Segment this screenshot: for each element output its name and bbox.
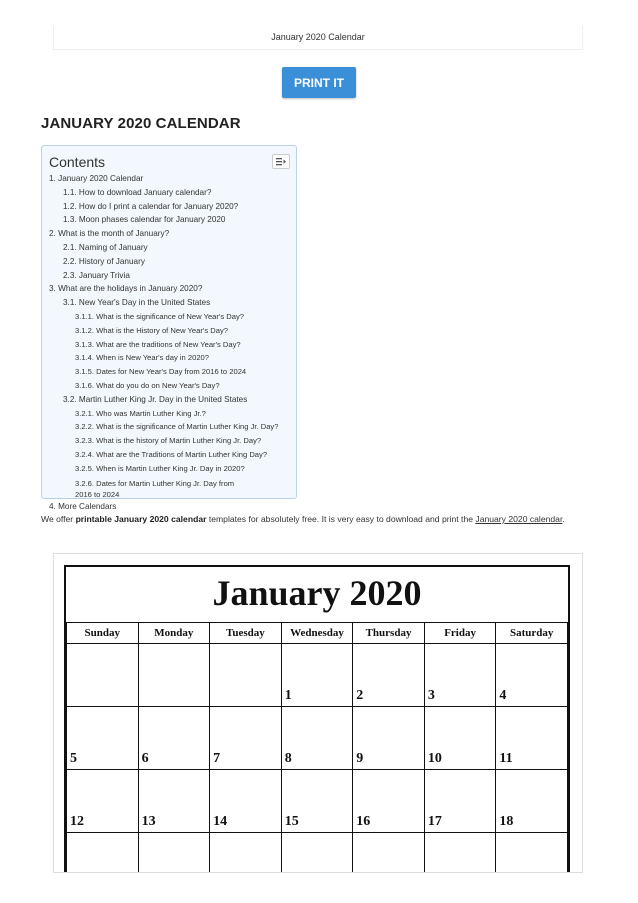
calendar-week-row	[67, 770, 568, 833]
toc-item[interactable]: 2.1. Naming of January	[63, 242, 148, 252]
january-calendar-link[interactable]: January 2020 calendar	[475, 514, 563, 524]
intro-prefix: We offer	[41, 514, 76, 524]
calendar-day-cell: 3	[424, 644, 496, 707]
calendar-day-cell: 9	[353, 707, 425, 770]
toc-item[interactable]: 2.3. January Trivia	[63, 270, 130, 280]
toc-item[interactable]: 3.2.1. Who was Martin Luther King Jr.?	[75, 408, 206, 418]
calendar-day-cell: 4	[496, 644, 568, 707]
toc-list	[42, 172, 296, 513]
toc-item[interactable]: 3.1.2. What is the History of New Year's Day?	[75, 325, 228, 335]
calendar-day-cell	[67, 644, 139, 707]
calendar-week-row	[67, 833, 568, 874]
toc-item[interactable]: 1.1. How to download January calendar?	[63, 187, 212, 197]
toc-item[interactable]: 4. More Calendars	[49, 501, 117, 511]
calendar-day-cell: 18	[496, 770, 568, 833]
intro-suffix: .	[562, 514, 565, 524]
calendar-day-cell: 6	[138, 707, 210, 770]
table-of-contents	[41, 145, 297, 511]
calendar-day-cell: 7	[210, 707, 282, 770]
toc-item[interactable]: 3.2.5. When is Martin Luther King Jr. Day in 2020?	[75, 463, 245, 473]
toc-item[interactable]: 2. What is the month of January?	[49, 229, 170, 239]
weekday-header: Thursday	[353, 623, 425, 644]
intro-paragraph	[41, 513, 581, 526]
toc-item[interactable]: 3.2.3. What is the history of Martin Luther King Jr. Day?	[75, 436, 262, 446]
calendar-day-cell: 12	[67, 770, 139, 833]
calendar-body	[67, 644, 568, 874]
weekday-header: Friday	[424, 623, 496, 644]
weekday-header: Wednesday	[281, 623, 353, 644]
header-title: January 2020 Calendar	[271, 32, 365, 42]
calendar-day-cell	[496, 833, 568, 874]
toc-item[interactable]: 3.2.6. Dates for Martin Luther King Jr. Day from 2016 to 2024	[75, 478, 235, 499]
calendar-day-cell	[424, 833, 496, 874]
toc-item[interactable]: 3.2.2. What is the significance of Martin Luther King Jr. Day?	[75, 422, 279, 432]
toc-toggle-button[interactable]	[272, 154, 290, 169]
toc-item[interactable]: 3.1.6. What do you do on New Year's Day?	[75, 380, 220, 390]
calendar-day-cell: 8	[281, 707, 353, 770]
page-header	[53, 26, 583, 50]
calendar-day-cell: 2	[353, 644, 425, 707]
calendar-day-cell	[138, 644, 210, 707]
calendar-day-cell: 14	[210, 770, 282, 833]
weekday-header: Monday	[138, 623, 210, 644]
calendar-day-cell	[67, 833, 139, 874]
toc-item[interactable]: 3.1.5. Dates for New Year's Day from 2016 to 2024	[75, 367, 247, 377]
toc-item[interactable]: 1.3. Moon phases calendar for January 2020	[63, 215, 226, 225]
toc-item[interactable]: 1. January 2020 Calendar	[49, 174, 144, 183]
calendar-day-cell: 11	[496, 707, 568, 770]
list-toggle-icon	[276, 157, 286, 166]
weekday-header: Saturday	[496, 623, 568, 644]
calendar-day-cell	[281, 833, 353, 874]
toc-item[interactable]: 2.2. History of January	[63, 256, 145, 266]
weekday-header: Tuesday	[210, 623, 282, 644]
calendar-week-row	[67, 707, 568, 770]
toc-item[interactable]: 3.2.4. What are the Traditions of Martin Luther King Day?	[75, 449, 268, 459]
toc-item[interactable]: 3.1. New Year's Day in the United States	[63, 298, 211, 308]
calendar-week-row	[67, 644, 568, 707]
calendar-day-cell: 5	[67, 707, 139, 770]
calendar-day-cell	[353, 833, 425, 874]
calendar-day-cell: 1	[281, 644, 353, 707]
weekday-header: Sunday	[67, 623, 139, 644]
toc-item[interactable]: 3. What are the holidays in January 2020?	[49, 284, 203, 294]
toc-title: Contents	[49, 154, 106, 170]
calendar-month-title: January 2020	[212, 573, 422, 613]
calendar-day-cell	[210, 833, 282, 874]
calendar-day-cell: 13	[138, 770, 210, 833]
intro-bold: printable January 2020 calendar	[75, 514, 207, 524]
print-button[interactable]: PRINT IT	[282, 67, 356, 98]
weekday-header-row	[67, 623, 568, 644]
calendar-image	[53, 553, 583, 873]
calendar-grid	[66, 622, 568, 873]
toc-item[interactable]: 1.2. How do I print a calendar for January 2020?	[63, 201, 239, 211]
toc-item[interactable]: 3.1.4. When is New Year's day in 2020?	[75, 353, 210, 363]
calendar-day-cell: 17	[424, 770, 496, 833]
intro-middle: templates for absolutely free. It is very easy to download and print the	[206, 514, 476, 524]
calendar-day-cell: 15	[281, 770, 353, 833]
page-title: JANUARY 2020 CALENDAR	[41, 115, 241, 132]
toc-item[interactable]: 3.2. Martin Luther King Jr. Day in the United States	[63, 394, 248, 404]
calendar-day-cell: 10	[424, 707, 496, 770]
toc-item[interactable]: 3.1.1. What is the significance of New Year's Day?	[75, 311, 245, 321]
calendar-day-cell	[138, 833, 210, 874]
toc-item[interactable]: 3.1.3. What are the traditions of New Year's Day?	[75, 339, 241, 349]
calendar-day-cell	[210, 644, 282, 707]
calendar-sheet	[64, 565, 570, 873]
calendar-day-cell: 16	[353, 770, 425, 833]
